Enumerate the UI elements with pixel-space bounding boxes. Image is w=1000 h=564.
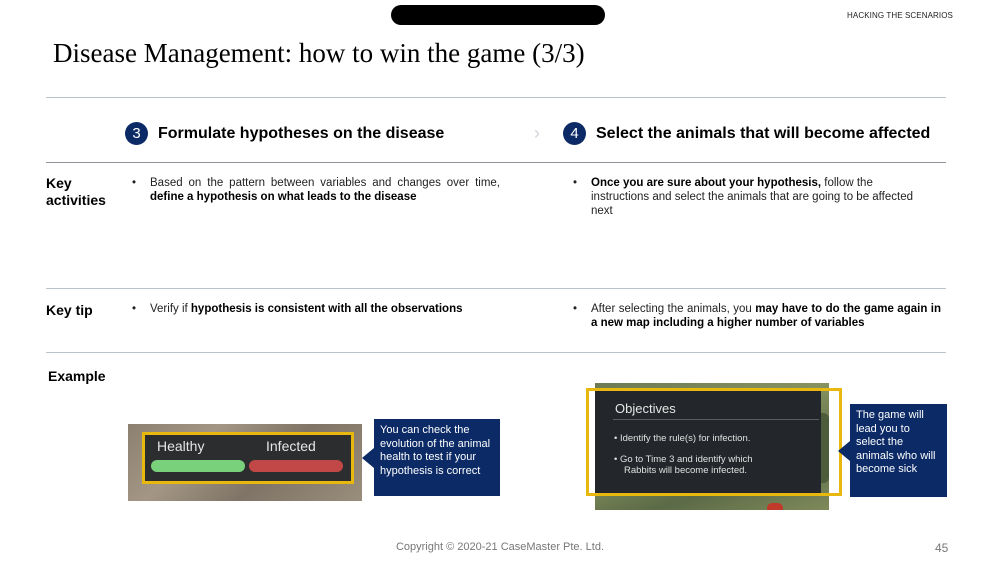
key-activity-step3: • Based on the pattern between variables and changes over time, define a hypothesis on what leads to the disease — [132, 177, 500, 203]
objective-item-2a: • Go to Time 3 and identify which — [614, 454, 753, 465]
redaction-bar — [391, 5, 605, 25]
objectives-highlight-frame — [586, 388, 842, 496]
bullet-dot: • — [132, 177, 137, 189]
animal-marker — [767, 503, 783, 510]
callout-pointer — [362, 448, 374, 468]
bullet-dot: • — [132, 303, 137, 315]
objectives-title: Objectives — [615, 401, 676, 416]
row-label-example: Example — [48, 368, 106, 384]
title-divider — [46, 97, 946, 98]
key-tip-step4: • After selecting the animals, you may have to do the game again in a new map including a higher number of variables — [573, 303, 942, 329]
key-tip-step3: • Verify if hypothesis is consistent with all the observations — [132, 303, 463, 315]
infected-label: Infected — [266, 438, 316, 454]
section-tag: HACKING THE SCENARIOS — [847, 11, 953, 20]
healthy-label: Healthy — [157, 438, 205, 454]
step-4-label: Select the animals that will become affected — [596, 124, 931, 142]
row-divider-2 — [46, 352, 946, 353]
row-divider-1 — [46, 288, 946, 289]
page-number: 45 — [935, 541, 949, 555]
highlight-frame — [142, 432, 354, 484]
slide-title: Disease Management: how to win the game (3/3) — [53, 38, 585, 68]
row-label-key-tip: Key tip — [46, 302, 93, 318]
objective-item-2b: Rabbits will become infected. — [624, 465, 748, 476]
header-divider — [46, 162, 946, 163]
callout-health-tip: You can check the evolution of the animal health to test if your hypothesis is correct — [374, 419, 500, 496]
key-activity-step4: • Once you are sure about your hypothesis, follow the instructions and select the animals that are going to be affected next — [573, 177, 913, 217]
callout-pointer — [838, 441, 850, 461]
callout-select-animals: The game will lead you to select the animals who will become sick — [850, 404, 947, 497]
step-4-header — [563, 122, 930, 145]
step-4-number-badge: 4 — [563, 122, 586, 145]
step-3-header — [125, 122, 444, 145]
copyright-footer: Copyright © 2020-21 CaseMaster Pte. Ltd. — [395, 541, 605, 553]
bullet-dot: • — [573, 177, 578, 189]
row-label-key-activities: Key activities — [46, 175, 106, 208]
health-status-screenshot — [128, 424, 362, 501]
bullet-dot: • — [573, 303, 578, 315]
step-3-label: Formulate hypotheses on the disease — [158, 124, 445, 142]
step-3-number-badge: 3 — [125, 122, 148, 145]
objective-item-1: • Identify the rule(s) for infection. — [614, 433, 751, 444]
